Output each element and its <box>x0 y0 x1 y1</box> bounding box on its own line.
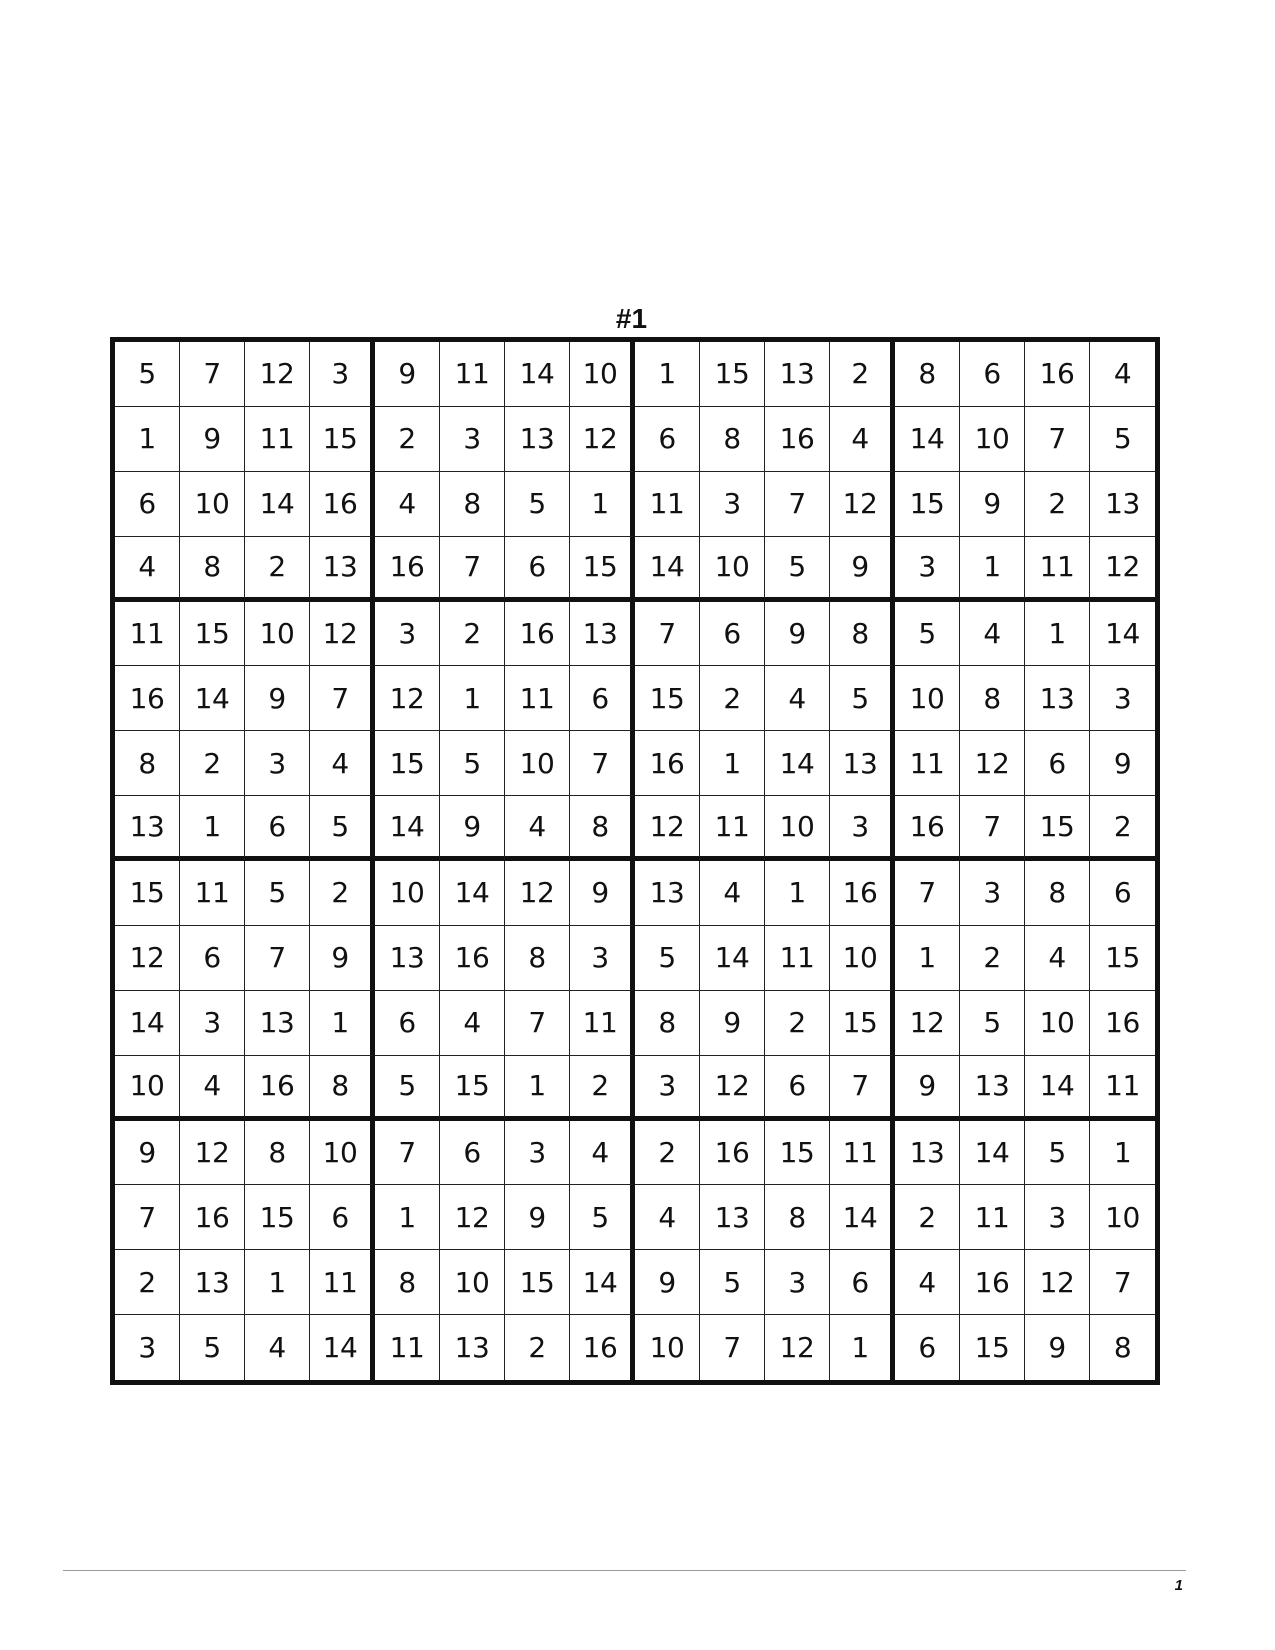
grid-cell: 9 <box>830 537 895 602</box>
grid-cell: 9 <box>700 991 765 1056</box>
grid-cell: 7 <box>245 926 310 991</box>
grid-cell: 6 <box>895 1315 960 1380</box>
grid-cell: 8 <box>1025 861 1090 926</box>
grid-cell: 10 <box>440 1250 505 1315</box>
grid-cell: 16 <box>115 666 180 731</box>
grid-cell: 14 <box>375 796 440 861</box>
grid-cell: 4 <box>960 602 1025 667</box>
grid-cell: 15 <box>505 1250 570 1315</box>
grid-cell: 5 <box>1025 1121 1090 1186</box>
grid-cell: 2 <box>830 342 895 407</box>
grid-cell: 4 <box>1025 926 1090 991</box>
grid-cell: 10 <box>960 407 1025 472</box>
grid-cell: 1 <box>440 666 505 731</box>
grid-cell: 8 <box>765 1185 830 1250</box>
grid-cell: 6 <box>440 1121 505 1186</box>
grid-cell: 15 <box>180 602 245 667</box>
grid-cell: 5 <box>115 342 180 407</box>
grid-cell: 8 <box>180 537 245 602</box>
grid-cell: 8 <box>245 1121 310 1186</box>
grid-cell: 1 <box>180 796 245 861</box>
grid-cell: 5 <box>895 602 960 667</box>
grid-cell: 8 <box>570 796 635 861</box>
grid-cell: 6 <box>765 1056 830 1121</box>
grid-cell: 4 <box>635 1185 700 1250</box>
grid-cell: 13 <box>635 861 700 926</box>
grid-cell: 8 <box>1113 1331 1132 1365</box>
grid-cell: 8 <box>700 407 765 472</box>
grid-cell: 5 <box>700 1250 765 1315</box>
grid-cell: 4 <box>505 796 570 861</box>
grid-cell: 7 <box>765 472 830 537</box>
grid-cell: 4 <box>700 861 765 926</box>
grid-cell: 1 <box>310 991 375 1056</box>
grid-cell: 11 <box>180 861 245 926</box>
grid-cell: 9 <box>440 796 505 861</box>
grid-cell: 1 <box>895 926 960 991</box>
grid-cell: 2 <box>505 1315 570 1380</box>
grid-cell: 3 <box>115 1315 180 1380</box>
grid-cell: 3 <box>505 1121 570 1186</box>
grid-cell: 8 <box>115 731 180 796</box>
grid-cell: 2 <box>895 1185 960 1250</box>
grid-cell: 15 <box>245 1185 310 1250</box>
grid-cell: 16 <box>700 1121 765 1186</box>
grid-cell: 1 <box>830 1315 895 1380</box>
grid-cell: 13 <box>115 796 180 861</box>
grid-cell: 5 <box>960 991 1025 1056</box>
grid-cell: 14 <box>960 1121 1025 1186</box>
grid-cell: 2 <box>115 1250 180 1315</box>
grid-cell: 12 <box>505 861 570 926</box>
grid-cell: 7 <box>700 1315 765 1380</box>
grid-cell: 3 <box>635 1056 700 1121</box>
grid-cell: 2 <box>375 407 440 472</box>
grid-cell: 3 <box>310 342 375 407</box>
grid-cell: 5 <box>570 1185 635 1250</box>
grid-cell: 6 <box>700 602 765 667</box>
grid-cell: 3 <box>1025 1185 1090 1250</box>
grid-cell: 14 <box>700 926 765 991</box>
grid-cell: 16 <box>375 537 440 602</box>
grid-cell: 9 <box>310 926 375 991</box>
grid-cell: 13 <box>960 1056 1025 1121</box>
grid-cell: 11 <box>830 1121 895 1186</box>
grid-cell: 9 <box>895 1056 960 1121</box>
grid-cell: 2 <box>180 731 245 796</box>
grid-cell: 11 <box>375 1315 440 1380</box>
grid-cell: 4 <box>115 537 180 602</box>
grid-cell: 12 <box>115 926 180 991</box>
grid-cell: 10 <box>830 926 895 991</box>
grid-cell: 7 <box>960 796 1025 861</box>
grid-cell: 5 <box>1090 407 1155 472</box>
grid-cell: 3 <box>960 861 1025 926</box>
grid-cell: 9 <box>180 407 245 472</box>
grid-cell: 16 <box>570 1315 635 1380</box>
grid-cell: 11 <box>960 1185 1025 1250</box>
grid-cell: 7 <box>180 342 245 407</box>
grid-cell: 16 <box>505 602 570 667</box>
grid-cell: 12 <box>180 1121 245 1186</box>
grid-cell: 12 <box>440 1185 505 1250</box>
grid-cell: 11 <box>1025 537 1090 602</box>
grid-cell: 5 <box>180 1315 245 1380</box>
grid-cell: 5 <box>310 796 375 861</box>
grid-cell: 16 <box>1090 991 1155 1056</box>
grid-cell: 8 <box>375 1250 440 1315</box>
grid-cell: 14 <box>245 472 310 537</box>
grid-cell: 16 <box>830 861 895 926</box>
grid-cell: 12 <box>375 666 440 731</box>
grid-cell: 6 <box>310 1185 375 1250</box>
grid-cell: 7 <box>570 731 635 796</box>
grid-cell: 2 <box>245 537 310 602</box>
grid-cell: 6 <box>245 796 310 861</box>
grid-cell: 3 <box>895 537 960 602</box>
grid-cell: 2 <box>310 861 375 926</box>
grid-cell: 5 <box>245 861 310 926</box>
grid-cell: 12 <box>310 602 375 667</box>
grid-cell: 16 <box>180 1185 245 1250</box>
grid-cell: 10 <box>375 861 440 926</box>
grid-cell: 13 <box>700 1185 765 1250</box>
grid-cell: 15 <box>700 342 765 407</box>
grid-cell: 3 <box>830 796 895 861</box>
grid-cell: 3 <box>1090 666 1155 731</box>
grid-cell: 14 <box>570 1250 635 1315</box>
grid-cell: 4 <box>440 991 505 1056</box>
grid-cell: 13 <box>440 1315 505 1380</box>
grid-cell: 16 <box>245 1056 310 1121</box>
grid-cell: 6 <box>1090 861 1155 926</box>
grid-cell: 11 <box>440 342 505 407</box>
grid-cell: 7 <box>115 1185 180 1250</box>
grid-cell: 7 <box>1090 1250 1155 1315</box>
grid-cell: 6 <box>635 407 700 472</box>
grid-cell: 8 <box>960 666 1025 731</box>
grid-cell: 8 <box>310 1056 375 1121</box>
grid-cell: 6 <box>505 537 570 602</box>
grid-cell: 10 <box>700 537 765 602</box>
grid-cell: 13 <box>570 602 635 667</box>
grid-cell: 2 <box>1090 796 1155 861</box>
grid-cell: 5 <box>830 666 895 731</box>
grid-cell: 16 <box>635 731 700 796</box>
grid-cell: 1 <box>635 342 700 407</box>
grid-cell: 7 <box>1025 407 1090 472</box>
grid-cell: 10 <box>1025 991 1090 1056</box>
grid-cell: 1 <box>1025 602 1090 667</box>
grid-cell: 1 <box>960 537 1025 602</box>
grid-cell: 10 <box>765 796 830 861</box>
grid-cell: 15 <box>635 666 700 731</box>
grid-cell: 10 <box>115 1056 180 1121</box>
grid-cell: 16 <box>765 407 830 472</box>
grid-cell: 8 <box>635 991 700 1056</box>
grid-cell: 11 <box>505 666 570 731</box>
grid-cell: 15 <box>375 731 440 796</box>
grid-cell: 2 <box>1025 472 1090 537</box>
grid-cell: 11 <box>635 472 700 537</box>
grid-cell: 13 <box>1025 666 1090 731</box>
grid-cell: 3 <box>245 731 310 796</box>
grid-cell: 14 <box>180 666 245 731</box>
grid-cell: 7 <box>635 602 700 667</box>
grid-cell: 10 <box>180 472 245 537</box>
grid-cell: 13 <box>245 991 310 1056</box>
grid-cell: 3 <box>440 407 505 472</box>
sudoku-grid <box>110 337 1160 1385</box>
grid-cell: 12 <box>1090 537 1155 602</box>
grid-cell: 2 <box>440 602 505 667</box>
grid-cell: 11 <box>1090 1056 1155 1121</box>
grid-cell: 9 <box>765 602 830 667</box>
grid-cell: 13 <box>895 1121 960 1186</box>
grid-cell: 15 <box>765 1121 830 1186</box>
grid-cell: 2 <box>960 926 1025 991</box>
grid-cell: 6 <box>830 1250 895 1315</box>
grid-cell: 6 <box>570 666 635 731</box>
grid-cell: 10 <box>245 602 310 667</box>
grid-cell: 3 <box>700 472 765 537</box>
grid-cell: 7 <box>375 1121 440 1186</box>
grid-cell: 14 <box>830 1185 895 1250</box>
grid-cell: 6 <box>180 926 245 991</box>
grid-cell: 2 <box>765 991 830 1056</box>
puzzle-title: #1 <box>615 303 648 334</box>
grid-cell: 11 <box>570 991 635 1056</box>
grid-cell: 7 <box>505 991 570 1056</box>
grid-cell: 7 <box>830 1056 895 1121</box>
grid-cell: 13 <box>505 407 570 472</box>
grid-cell: 12 <box>1025 1250 1090 1315</box>
grid-cell: 4 <box>570 1121 635 1186</box>
grid-cell: 11 <box>310 1250 375 1315</box>
grid-cell: 16 <box>310 472 375 537</box>
grid-cell: 15 <box>310 407 375 472</box>
grid-cell: 2 <box>700 666 765 731</box>
grid-cell: 8 <box>895 342 960 407</box>
grid-cell: 14 <box>505 342 570 407</box>
grid-cell: 5 <box>505 472 570 537</box>
grid-cell: 13 <box>1090 472 1155 537</box>
grid-cell: 12 <box>895 991 960 1056</box>
grid-cell: 15 <box>570 537 635 602</box>
grid-cell: 12 <box>700 1056 765 1121</box>
grid-cell: 9 <box>635 1250 700 1315</box>
grid-cell: 14 <box>440 861 505 926</box>
grid-cell: 14 <box>115 991 180 1056</box>
grid-cell: 5 <box>635 926 700 991</box>
grid-cell: 9 <box>570 861 635 926</box>
grid-cell: 7 <box>895 861 960 926</box>
grid-cell: 15 <box>830 991 895 1056</box>
grid-cell: 15 <box>1025 796 1090 861</box>
grid-cell: 14 <box>310 1315 375 1380</box>
grid-cell: 15 <box>440 1056 505 1121</box>
grid-cell: 9 <box>245 666 310 731</box>
grid-cell: 14 <box>635 537 700 602</box>
grid-cell: 9 <box>1090 731 1155 796</box>
grid-cell: 4 <box>180 1056 245 1121</box>
grid-cell: 4 <box>1090 342 1155 407</box>
grid-cell: 10 <box>895 666 960 731</box>
grid-cell: 16 <box>960 1250 1025 1315</box>
grid-cell: 4 <box>895 1250 960 1315</box>
grid-cell: 3 <box>375 602 440 667</box>
grid-cell: 1 <box>765 861 830 926</box>
grid-cell: 1 <box>375 1185 440 1250</box>
grid-cell: 12 <box>635 796 700 861</box>
grid-cell: 12 <box>960 731 1025 796</box>
grid-cell: 11 <box>895 731 960 796</box>
grid-cell: 3 <box>180 991 245 1056</box>
grid-cell: 15 <box>115 861 180 926</box>
grid-cell: 1 <box>115 407 180 472</box>
grid-cell: 4 <box>245 1315 310 1380</box>
grid-cell: 9 <box>960 472 1025 537</box>
grid-cell: 13 <box>310 537 375 602</box>
grid-cell: 1 <box>245 1250 310 1315</box>
page-number: 1 <box>1174 1577 1183 1594</box>
grid-cell: 16 <box>1025 342 1090 407</box>
grid-cell: 5 <box>440 731 505 796</box>
grid-cell: 6 <box>115 472 180 537</box>
grid-cell: 1 <box>505 1056 570 1121</box>
grid-cell: 10 <box>505 731 570 796</box>
grid-cell: 6 <box>960 342 1025 407</box>
grid-cell: 9 <box>115 1121 180 1186</box>
grid-cell: 9 <box>1025 1315 1090 1380</box>
grid-cell: 8 <box>440 472 505 537</box>
grid-cell: 10 <box>310 1121 375 1186</box>
grid-cell: 1 <box>700 731 765 796</box>
grid-cell: 3 <box>570 926 635 991</box>
grid-cell: 1 <box>1090 1121 1155 1186</box>
grid-cell: 2 <box>570 1056 635 1121</box>
grid-cell: 15 <box>895 472 960 537</box>
grid-cell: 12 <box>245 342 310 407</box>
grid-cell: 14 <box>895 407 960 472</box>
grid-cell: 11 <box>115 602 180 667</box>
grid-cell: 3 <box>765 1250 830 1315</box>
grid-cell: 1 <box>570 472 635 537</box>
grid-cell: 12 <box>830 472 895 537</box>
grid-cell: 9 <box>505 1185 570 1250</box>
grid-cell: 4 <box>310 731 375 796</box>
footer-divider <box>63 1570 1186 1571</box>
grid-cell: 6 <box>1025 731 1090 796</box>
grid-cell: 13 <box>180 1250 245 1315</box>
grid-cell: 12 <box>570 407 635 472</box>
grid-cell: 6 <box>375 991 440 1056</box>
grid-cell: 14 <box>765 731 830 796</box>
grid-cell: 4 <box>765 666 830 731</box>
grid-cell: 5 <box>375 1056 440 1121</box>
grid-cell: 15 <box>960 1315 1025 1380</box>
grid-cell: 16 <box>440 926 505 991</box>
grid-cell: 4 <box>375 472 440 537</box>
grid-cell: 16 <box>895 796 960 861</box>
grid-cell: 10 <box>1090 1185 1155 1250</box>
grid-cell: 13 <box>375 926 440 991</box>
grid-cell: 15 <box>1090 926 1155 991</box>
grid-cell: 8 <box>830 602 895 667</box>
grid-cell: 8 <box>505 926 570 991</box>
grid-cell: 11 <box>765 926 830 991</box>
grid-cell: 4 <box>830 407 895 472</box>
grid-cell: 2 <box>635 1121 700 1186</box>
grid-cell: 7 <box>440 537 505 602</box>
grid-cell: 13 <box>765 342 830 407</box>
grid-cell: 9 <box>375 342 440 407</box>
grid-cell: 10 <box>570 342 635 407</box>
grid-cell: 14 <box>1025 1056 1090 1121</box>
grid-cell: 14 <box>1090 602 1155 667</box>
grid-cell: 13 <box>830 731 895 796</box>
grid-cell: 10 <box>635 1315 700 1380</box>
grid-cell: 5 <box>765 537 830 602</box>
grid-cell: 12 <box>765 1315 830 1380</box>
grid-cell: 7 <box>310 666 375 731</box>
grid-cell: 11 <box>245 407 310 472</box>
grid-cell: 11 <box>700 796 765 861</box>
